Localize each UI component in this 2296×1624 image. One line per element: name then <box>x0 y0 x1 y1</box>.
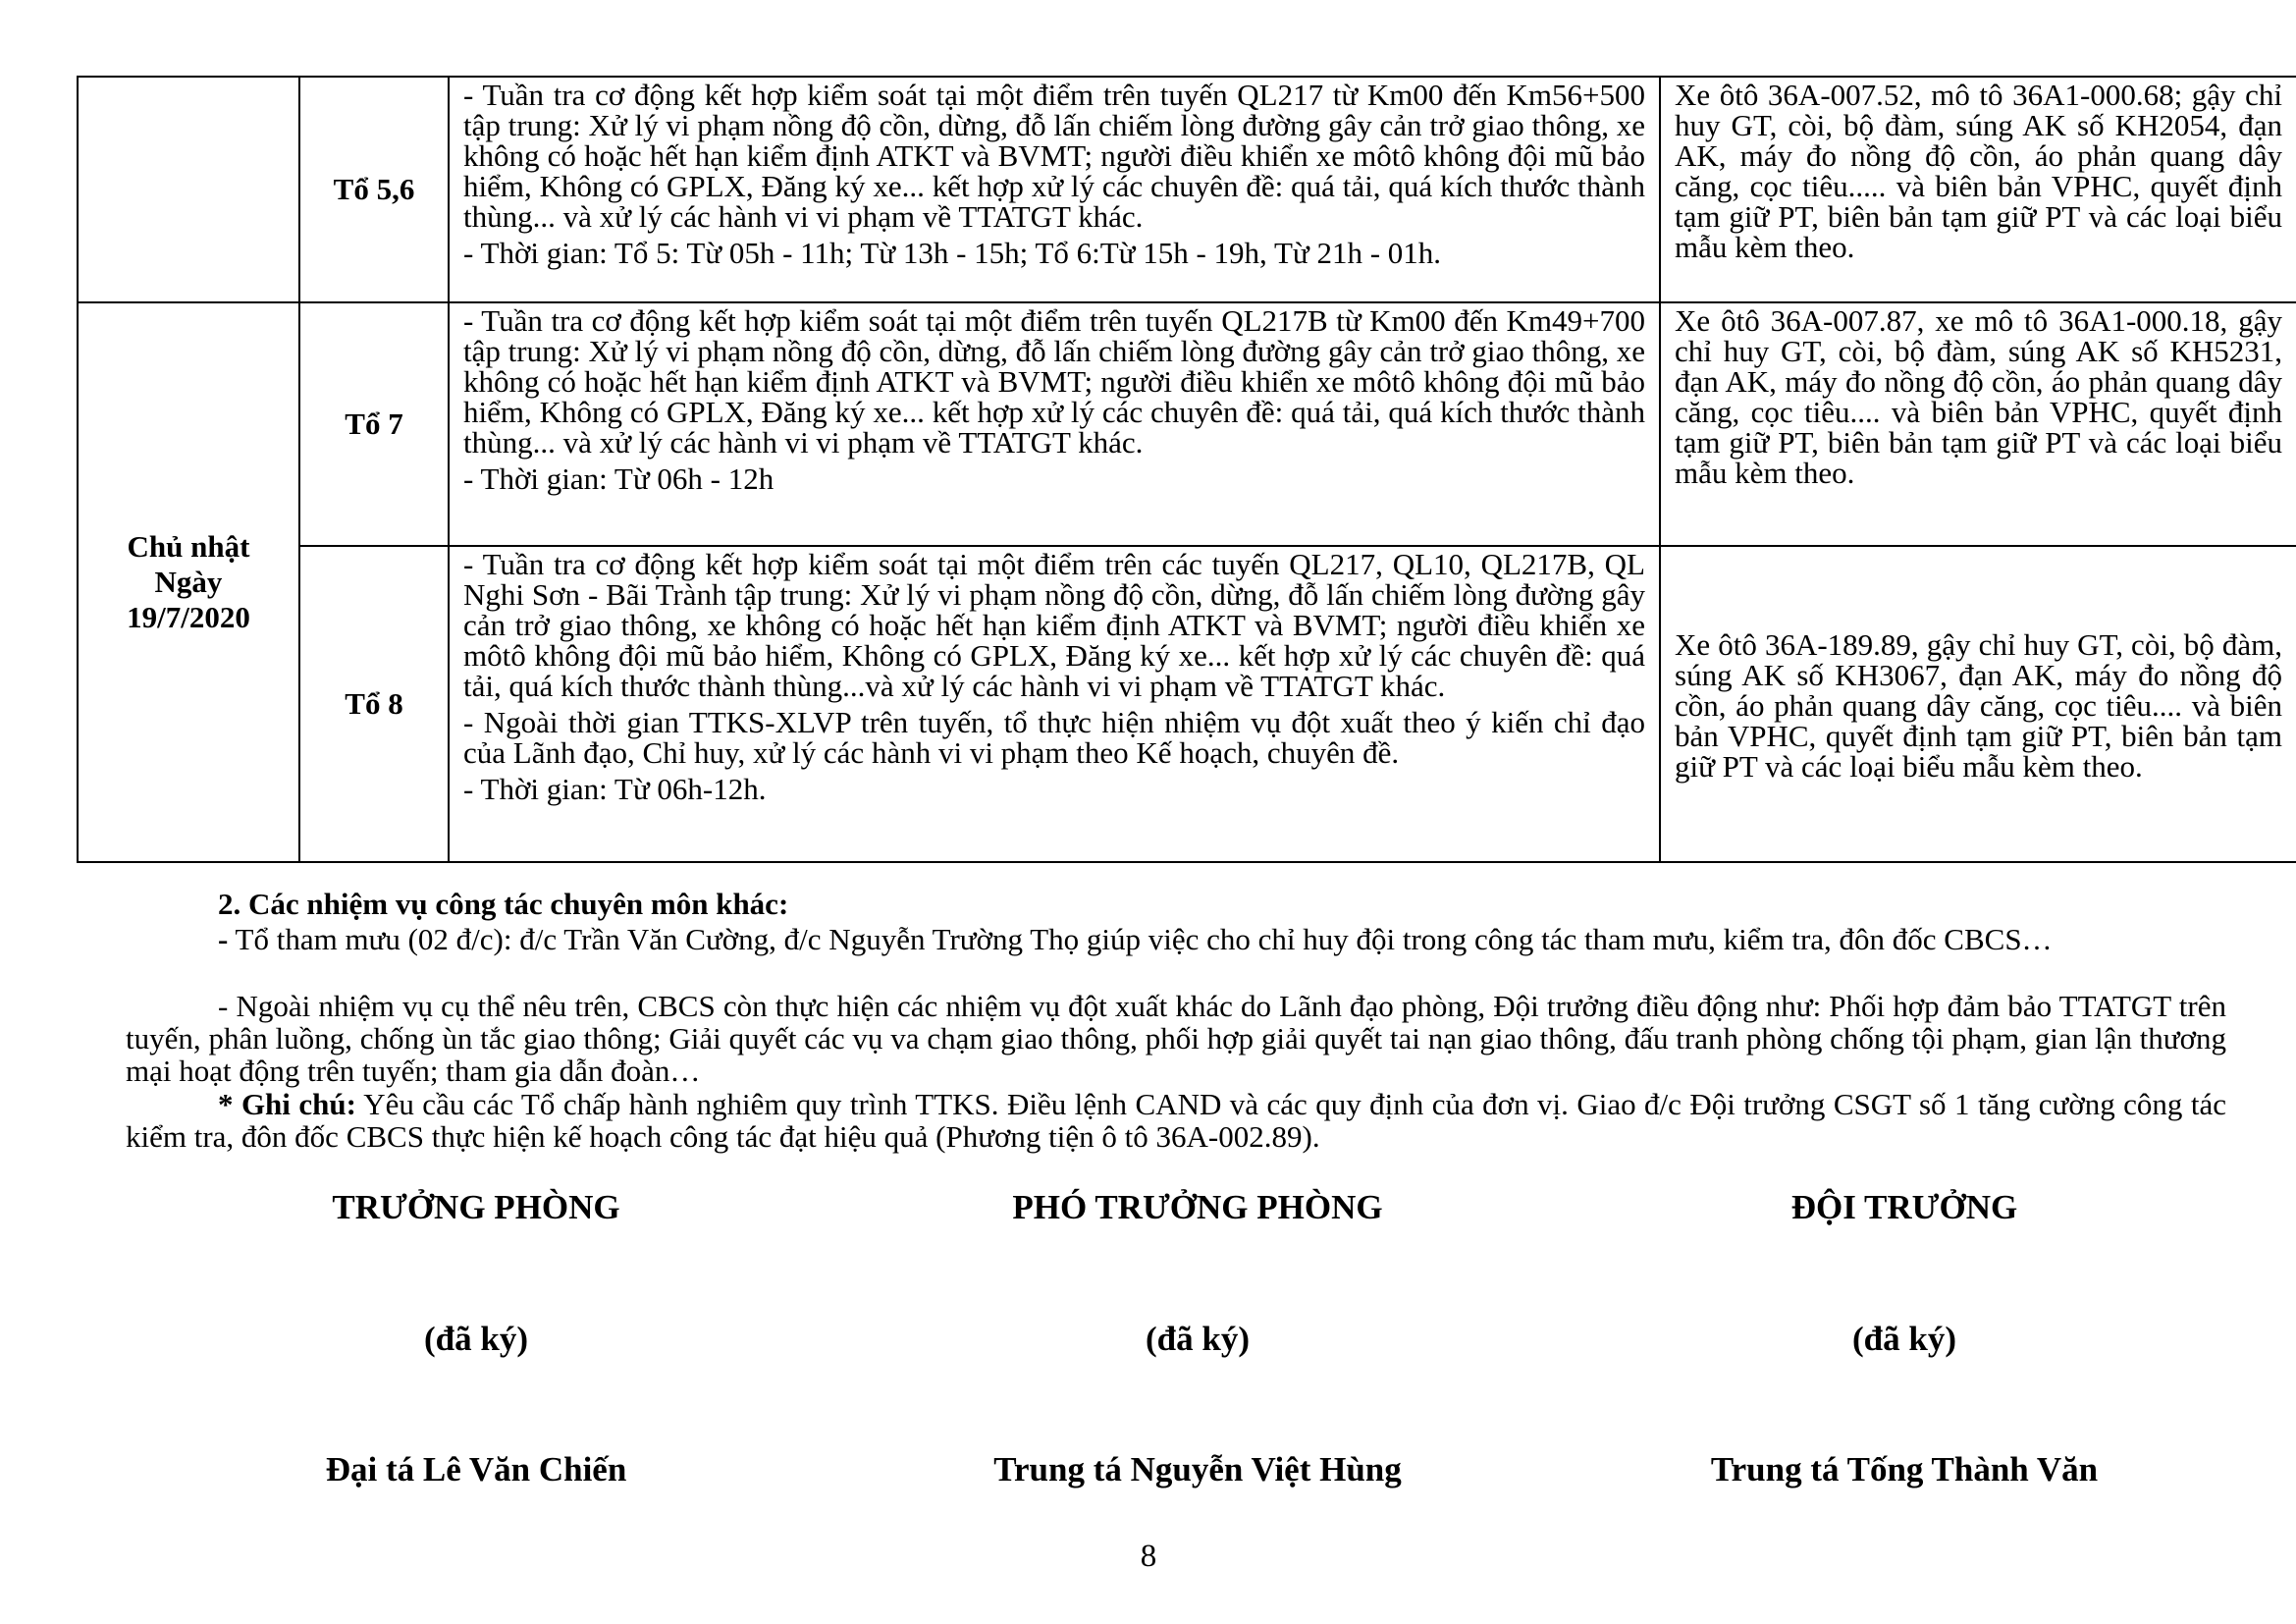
team-cell: Tổ 8 <box>299 546 449 862</box>
team-cell: Tổ 5,6 <box>299 77 449 302</box>
section-heading: 2. Các nhiệm vụ công tác chuyên môn khác: <box>218 887 789 921</box>
equipment-cell: Xe ôtô 36A-189.89, gậy chỉ huy GT, còi, bộ đàm, súng AK số KH3067, đạn AK, máy đo nồng độ cồn, áo phản quang dây căng, cọc tiêu.... và biên bản VPHC, quyết định tạm giữ PT, biên bản tạm giữ PT và các loại biểu mẫu kèm theo. <box>1660 546 2296 862</box>
section-2-item-1 <box>126 923 2226 955</box>
task-paragraph: - Tuần tra cơ động kết hợp kiểm soát tại một điểm trên tuyến QL217B từ Km00 đến Km49+700 tập trung: Xử lý vi phạm nồng độ cồn, dừng, đỗ lấn chiếm lòng đường gây cản trở giao thông, xe không có hoặc hết hạn kiểm định ATKT và BVMT; người điều khiển xe môtô không đội mũ bảo hiểm, Không có GPLX, Đăng ký xe... kết hợp xử lý các chuyên đề: quá tải, quá kích thước thành thùng... và xử lý các hành vi vi phạm về TTATGT khác. <box>463 303 1645 460</box>
task-paragraph: - Tuần tra cơ động kết hợp kiểm soát tại một điểm trên tuyến QL217 từ Km00 đến Km56+500 tập trung: Xử lý vi phạm nồng độ cồn, dừng, đỗ lấn chiếm lòng đường gây cản trở giao thông, xe không có hoặc hết hạn kiểm định ATKT và BVMT; người điều khiển xe môtô không đội mũ bảo hiểm, Không có GPLX, Đăng ký xe... kết hợp xử lý các chuyên đề: quá tải, quá kích thước thành thùng... và xử lý các hành vi vi phạm về TTATGT khác. <box>463 78 1645 234</box>
signature-name-1: Đại tá Lê Văn Chiến <box>325 1450 627 1489</box>
signature-status-3: (đã ký) <box>1852 1320 1956 1358</box>
note-paragraph <box>126 1088 2226 1153</box>
day-date: 19/7/2020 <box>127 600 250 634</box>
day-cell <box>78 302 299 862</box>
note-label: * Ghi chú: <box>218 1087 356 1121</box>
signature-title-2: PHÓ TRƯỞNG PHÒNG <box>1012 1188 1383 1226</box>
task-cell <box>449 77 1660 302</box>
signature-status-1: (đã ký) <box>424 1320 528 1358</box>
signature-title-3: ĐỘI TRƯỞNG <box>1790 1188 2018 1226</box>
signature-name-2: Trung tá Nguyễn Việt Hùng <box>993 1450 1402 1489</box>
task-cell <box>449 302 1660 546</box>
equipment-cell: Xe ôtô 36A-007.52, mô tô 36A1-000.68; gậy chỉ huy GT, còi, bộ đàm, súng AK số KH2054, đạn AK, máy đo nồng độ cồn, áo phản quang dây căng, cọc tiêu..... và biên bản VPHC, quyết định tạm giữ PT, biên bản tạm giữ PT và các loại biểu mẫu kèm theo. <box>1660 77 2296 302</box>
day-label: Ngày <box>154 565 223 599</box>
day-weekday: Chủ nhật <box>127 529 250 564</box>
section-2-heading <box>126 888 2226 920</box>
note-text: Yêu cầu các Tổ chấp hành nghiêm quy trình TTKS. Điều lệnh CAND và các quy định của đơn vị. Giao đ/c Đội trưởng CSGT số 1 tăng cường công tác kiểm tra, đôn đốc CBCS thực hiện kế hoạch công tác đạt hiệu quả (Phương tiện ô tô 36A-002.89). <box>126 1087 2226 1154</box>
schedule-table <box>77 76 2296 863</box>
task-paragraph: - Ngoài thời gian TTKS-XLVP trên tuyến, tổ thực hiện nhiệm vụ đột xuất theo ý kiến chỉ đạo của Lãnh đạo, Chỉ huy, xử lý các hành vi vi phạm theo Kế hoạch, chuyên đề. <box>463 705 1645 770</box>
day-cell-empty <box>78 77 299 302</box>
signature-status-2: (đã ký) <box>1146 1320 1250 1358</box>
item-text: Tổ tham mưu (02 đ/c): đ/c Trần Văn Cường, đ/c Nguyễn Trường Thọ giúp việc cho chỉ huy đội trong công tác tham mưu, kiểm tra, đôn đốc CBCS… <box>228 922 2053 956</box>
signature-title-1: TRƯỞNG PHÒNG <box>332 1188 620 1226</box>
team-cell: Tổ 7 <box>299 302 449 546</box>
task-time: - Thời gian: Từ 06h - 12h <box>463 461 774 496</box>
task-cell <box>449 546 1660 862</box>
item-dash: - <box>218 922 229 956</box>
page-number: 8 <box>1140 1539 1157 1574</box>
signature-name-3: Trung tá Tống Thành Văn <box>1710 1450 2099 1489</box>
table-row <box>78 77 2296 302</box>
task-time: - Thời gian: Từ 06h-12h. <box>463 772 767 806</box>
equipment-cell: Xe ôtô 36A-007.87, xe mô tô 36A1-000.18, gậy chỉ huy GT, còi, bộ đàm, súng AK số KH5231, đạn AK, máy đo nồng độ cồn, áo phản quang dây căng, cọc tiêu.... và biên bản VPHC, quyết định tạm giữ PT, biên bản tạm giữ PT và các loại biểu mẫu kèm theo. <box>1660 302 2296 546</box>
table-row <box>78 302 2296 546</box>
table-row <box>78 546 2296 862</box>
task-time: - Thời gian: Tổ 5: Từ 05h - 11h; Từ 13h - 15h; Tổ 6:Từ 15h - 19h, Từ 21h - 01h. <box>463 236 1442 270</box>
section-2-item-2: - Ngoài nhiệm vụ cụ thể nêu trên, CBCS còn thực hiện các nhiệm vụ đột xuất khác do Lãnh đạo phòng, Đội trưởng điều động như: Phối hợp đảm bảo TTATGT trên tuyến, phân luồng, chống ùn tắc giao thông; Giải quyết các vụ va chạm giao thông, phối hợp giải quyết tai nạn giao thông, đấu tranh phòng chống tội phạm, gian lận thương mại hoạt động trên tuyến; tham gia dẫn đoàn… <box>126 989 2226 1088</box>
task-paragraph: - Tuần tra cơ động kết hợp kiểm soát tại một điểm trên các tuyến QL217, QL10, QL217B, QL Nghi Sơn - Bãi Trành tập trung: Xử lý vi phạm nồng độ cồn, dừng, đỗ lấn chiếm lòng đường gây cản trở giao thông, xe không có hoặc hết hạn kiểm định ATKT và BVMT; người điều khiển xe môtô không đội mũ bảo hiểm, Không có GPLX, Đăng ký xe... kết hợp xử lý các chuyên đề: quá tải, quá kích thước thành thùng...và xử lý các hành vi vi phạm về TTATGT khác. <box>463 547 1645 703</box>
